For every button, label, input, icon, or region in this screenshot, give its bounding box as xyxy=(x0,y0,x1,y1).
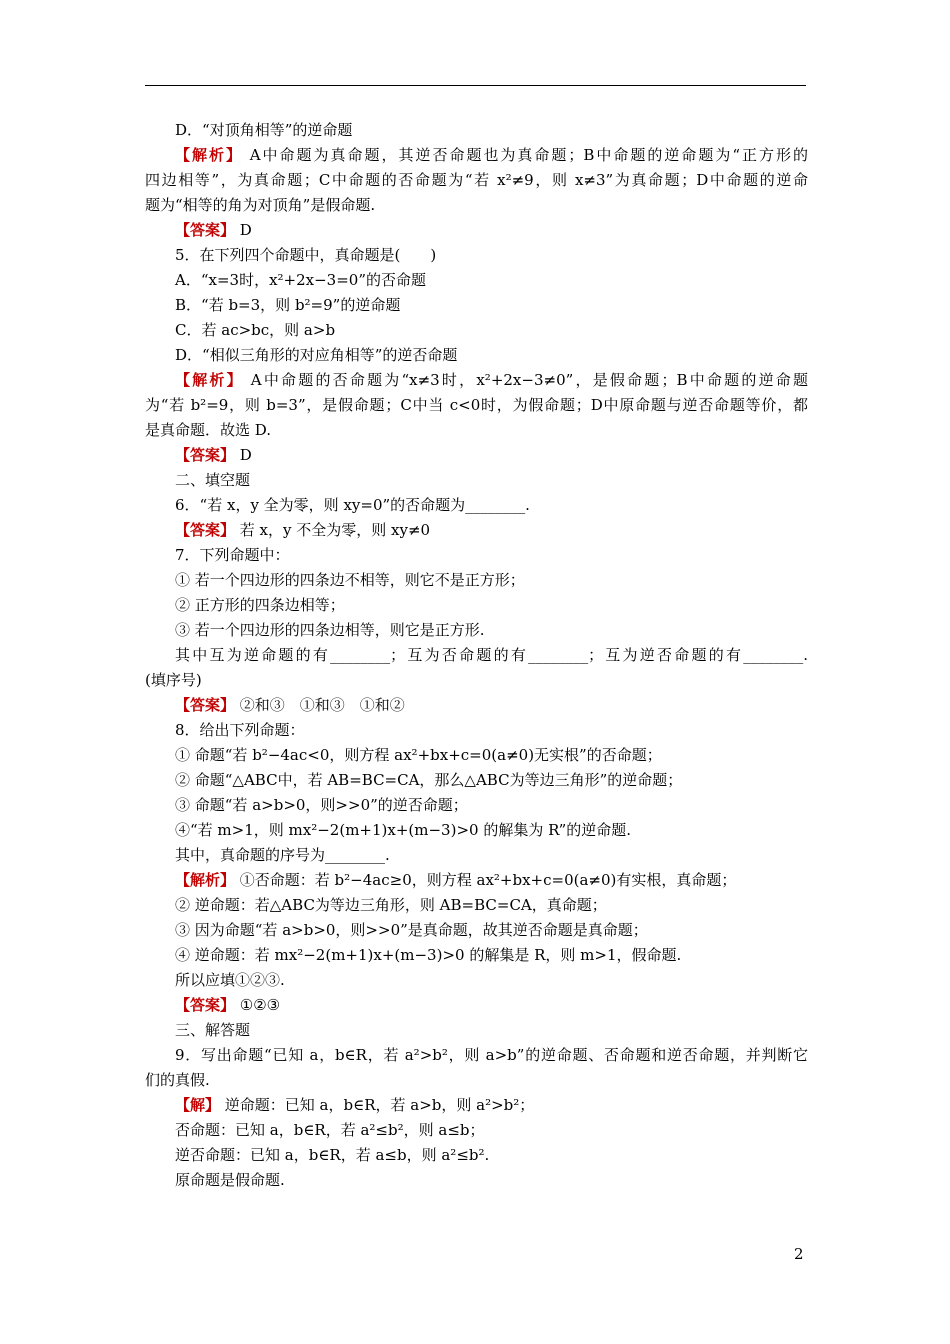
option-c: C．若 ac>bc，则 a>b xyxy=(175,321,336,339)
list-item: ① 命题“若 b²−4ac<0，则方程 ax²+bx+c=0(a≠0)无实根”的否命题； xyxy=(175,746,662,764)
text-line: 其中，真命题的序号为________. xyxy=(175,846,390,864)
list-item: ② 正方形的四条边相等； xyxy=(175,596,345,614)
header-rule xyxy=(145,85,806,86)
answer-tag: 【答案】 xyxy=(175,996,236,1014)
question-8: 8．给出下列命题： xyxy=(175,721,305,739)
text-line: 题为“相等的角为对顶角”是假命题. xyxy=(145,196,376,214)
text-line: 原命题是假命题. xyxy=(175,1171,285,1189)
list-item: ② 命题“△ABC中，若 AB=BC=CA，那么△ABC为等边三角形”的逆命题； xyxy=(175,771,683,789)
text-line: 是真命题．故选 D. xyxy=(145,421,272,439)
option-b: B．“若 b=3，则 b²=9”的逆命题 xyxy=(175,296,401,314)
section-heading: 三、解答题 xyxy=(175,1021,251,1039)
answer-tag: 【答案】 xyxy=(175,446,236,464)
option-a: A．“x=3时，x²+2x−3=0”的否命题 xyxy=(175,271,427,289)
question-5: 5．在下列四个命题中，真命题是( ) xyxy=(175,246,437,264)
page-number: 2 xyxy=(794,1245,804,1263)
option-d: D．“相似三角形的对应角相等”的逆否命题 xyxy=(175,346,458,364)
answer-line: 【答案】 ②和③ ①和③ ①和② xyxy=(175,696,405,714)
answer-tag: 【答案】 xyxy=(175,521,236,539)
question-9: 9．写出命题“已知 a，b∈R，若 a²>b²，则 a>b”的逆命题、否命题和逆否命题，并判断它 xyxy=(175,1046,808,1064)
analysis-tag: 【解析】 xyxy=(175,371,244,389)
document-body xyxy=(145,118,808,1193)
answer-line: 【答案】 若 x，y 不全为零，则 xy≠0 xyxy=(175,521,431,539)
text-line: 为“若 b²=9，则 b=3”，是假命题；C中当 c<0时，为假命题；D中原命题与逆否命题等价，都 xyxy=(145,396,808,414)
text-line: 否命题：已知 a，b∈R，若 a²≤b²，则 a≤b； xyxy=(175,1121,485,1139)
answer-tag: 【答案】 xyxy=(175,221,236,239)
solution-tag: 【解】 xyxy=(175,1096,221,1114)
text-line: 所以应填①②③. xyxy=(175,971,285,989)
text-line: 们的真假. xyxy=(145,1071,210,1089)
text-line: 逆否命题：已知 a，b∈R，若 a≤b，则 a²≤b². xyxy=(175,1146,490,1164)
answer-line: 【答案】 D xyxy=(175,221,252,239)
text-line: (填序号) xyxy=(145,671,202,689)
section-heading: 二、填空题 xyxy=(175,471,251,489)
solution-line: 【解】 逆命题：已知 a，b∈R，若 a>b，则 a²>b²； xyxy=(175,1096,535,1114)
text-line: ③ 因为命题“若 a>b>0，则>>0”是真命题，故其逆否命题是真命题； xyxy=(175,921,648,939)
text-line: ② 逆命题：若△ABC为等边三角形，则 AB=BC=CA，真命题； xyxy=(175,896,607,914)
analysis-tag: 【解析】 xyxy=(175,871,236,889)
question-7: 7．下列命题中： xyxy=(175,546,290,564)
analysis-line: 【解析】 A中命题为真命题，其逆否命题也为真命题；B中命题的逆命题为“正方形的 xyxy=(175,146,808,164)
text-line: 其中互为逆命题的有________；互为否命题的有________；互为逆否命题的有________. xyxy=(175,646,808,664)
answer-line: 【答案】 ①②③ xyxy=(175,996,281,1014)
text-line: ④ 逆命题：若 mx²−2(m+1)x+(m−3)>0 的解集是 R，则 m>1，假命题. xyxy=(175,946,682,964)
analysis-line: 【解析】 A中命题的否命题为“x≠3时，x²+2x−3≠0”，是假命题；B中命题的逆命题 xyxy=(175,371,808,389)
answer-line: 【答案】 D xyxy=(175,446,252,464)
question-6: 6．“若 x，y 全为零，则 xy=0”的否命题为________. xyxy=(175,496,530,514)
list-item: ① 若一个四边形的四条边不相等，则它不是正方形； xyxy=(175,571,525,589)
list-item: ③ 若一个四边形的四条边相等，则它是正方形. xyxy=(175,621,485,639)
list-item: ④“若 m>1，则 mx²−2(m+1)x+(m−3)>0 的解集为 R”的逆命题. xyxy=(175,821,632,839)
analysis-line: 【解析】 ①否命题：若 b²−4ac≥0，则方程 ax²+bx+c=0(a≠0)有实根，真命题； xyxy=(175,871,737,889)
answer-tag: 【答案】 xyxy=(175,696,236,714)
option-d-line: D．“对顶角相等”的逆命题 xyxy=(175,121,353,139)
analysis-tag: 【解析】 xyxy=(175,146,243,164)
list-item: ③ 命题“若 a>b>0，则>>0”的逆否命题； xyxy=(175,796,468,814)
text-line: 四边相等”，为真命题；C中命题的否命题为“若 x²≠9，则 x≠3”为真命题；D中命题的逆命 xyxy=(145,171,808,189)
